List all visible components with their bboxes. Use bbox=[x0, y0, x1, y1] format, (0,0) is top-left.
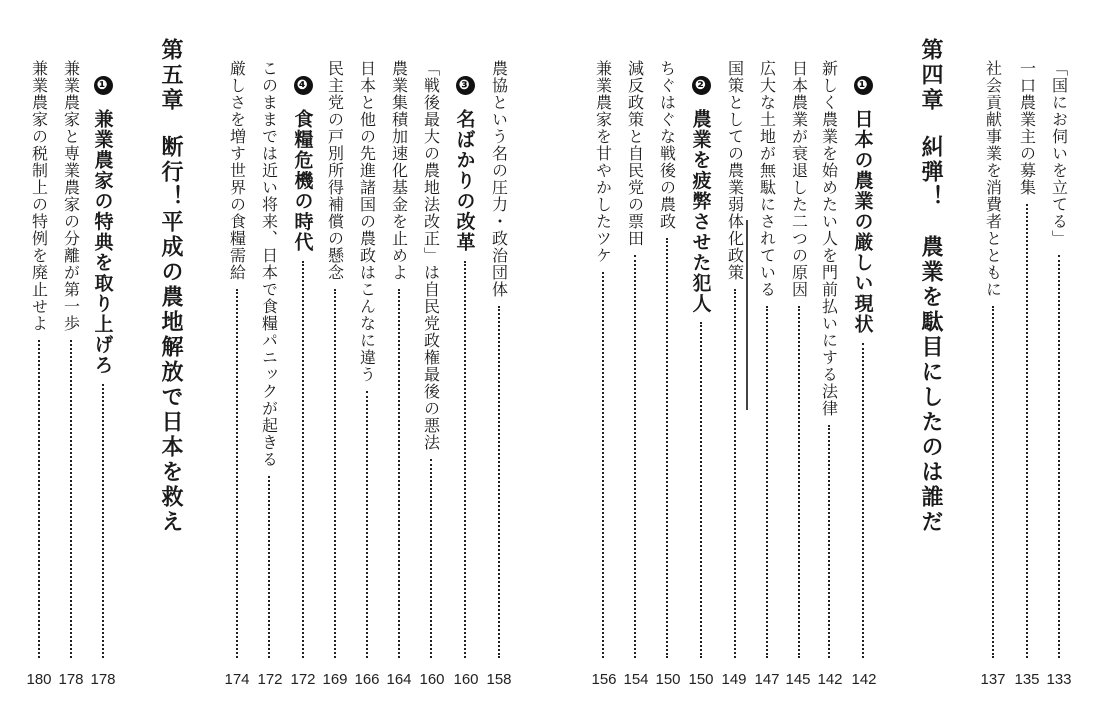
section-number-badge: ❶ bbox=[94, 76, 113, 95]
toc-section[interactable] bbox=[452, 76, 478, 660]
leader-dots bbox=[366, 391, 368, 658]
leader-dots bbox=[398, 289, 400, 658]
toc-section[interactable] bbox=[290, 76, 316, 660]
leader-dots bbox=[1026, 204, 1028, 658]
toc-entry[interactable] bbox=[754, 60, 780, 660]
entry-text: 一口農業主の募集 bbox=[1017, 60, 1037, 196]
toc-entry[interactable] bbox=[622, 60, 648, 660]
leader-dots bbox=[38, 340, 40, 658]
chapter-title: 糾弾！ 農業を駄目にしたのは誰だ bbox=[918, 135, 943, 535]
leader-dots bbox=[302, 261, 304, 659]
leader-dots bbox=[862, 343, 864, 659]
toc-entry[interactable] bbox=[26, 60, 52, 660]
toc-entry[interactable] bbox=[980, 60, 1006, 660]
chapter-title: 断行！平成の農地解放で日本を救え bbox=[158, 135, 183, 535]
page-number: 150 bbox=[655, 671, 681, 688]
page-number: 147 bbox=[754, 671, 780, 688]
toc-entry[interactable] bbox=[1014, 60, 1040, 660]
leader-dots bbox=[828, 425, 830, 658]
toc-entry[interactable] bbox=[386, 60, 412, 660]
leader-dots bbox=[1058, 255, 1060, 658]
toc-entry[interactable] bbox=[58, 60, 84, 660]
section-number-badge: ❶ bbox=[854, 76, 873, 95]
leader-dots bbox=[634, 255, 636, 658]
page-number: 174 bbox=[224, 671, 250, 688]
leader-dots bbox=[334, 289, 336, 658]
page-number: 135 bbox=[1014, 671, 1040, 688]
section-number-badge: ❸ bbox=[456, 76, 475, 95]
page-number: 166 bbox=[354, 671, 380, 688]
entry-text: 日本農業が衰退した二つの原因 bbox=[789, 60, 809, 298]
toc-entry[interactable] bbox=[322, 60, 348, 660]
page-number: 164 bbox=[386, 671, 412, 688]
toc-entry[interactable] bbox=[816, 60, 842, 660]
leader-dots bbox=[766, 306, 768, 658]
page-number: 133 bbox=[1046, 671, 1072, 688]
entry-text: 厳しさを増す世界の食糧需給 bbox=[227, 60, 247, 281]
page-number: 160 bbox=[453, 671, 479, 688]
leader-dots bbox=[268, 476, 270, 658]
section-number-badge: ❷ bbox=[692, 76, 711, 95]
entry-text: 社会貢献事業を消費者とともに bbox=[983, 60, 1003, 298]
toc-entry[interactable] bbox=[256, 60, 282, 660]
toc-section[interactable] bbox=[850, 76, 876, 660]
page-number: 158 bbox=[486, 671, 512, 688]
leader-dots bbox=[498, 306, 500, 658]
page-number: 142 bbox=[817, 671, 843, 688]
entry-text: 民主党の戸別所得補償の懸念 bbox=[325, 60, 345, 281]
toc-entry[interactable] bbox=[1046, 60, 1072, 660]
toc-entry[interactable] bbox=[786, 60, 812, 660]
toc-entry[interactable] bbox=[224, 60, 250, 660]
leader-dots bbox=[666, 238, 668, 658]
section-title: 名ばかりの改革 bbox=[453, 109, 476, 253]
page-number: 145 bbox=[785, 671, 811, 688]
page-number: 180 bbox=[26, 671, 52, 688]
entry-text: 農協という名の圧力・政治団体 bbox=[489, 60, 509, 298]
entry-text: 「国にお伺いを立てる」 bbox=[1049, 60, 1069, 247]
page-number: 169 bbox=[322, 671, 348, 688]
toc-entry[interactable] bbox=[722, 60, 748, 660]
toc-section[interactable] bbox=[90, 76, 116, 660]
page-number: 178 bbox=[58, 671, 84, 688]
page-number: 160 bbox=[419, 671, 445, 688]
entry-text: 兼業農家と専業農家の分離が第一歩 bbox=[61, 60, 81, 332]
toc-entry[interactable] bbox=[418, 60, 444, 660]
entry-text: 広大な土地が無駄にされている bbox=[757, 60, 777, 298]
leader-dots bbox=[70, 340, 72, 658]
page-number: 156 bbox=[591, 671, 617, 688]
leader-dots bbox=[236, 289, 238, 658]
entry-text: 日本と他の先進諸国の農政はこんなに違う bbox=[357, 60, 377, 383]
toc-entry[interactable] bbox=[654, 60, 680, 660]
page-number: 178 bbox=[90, 671, 116, 688]
leader-dots bbox=[602, 272, 604, 658]
page-number: 172 bbox=[290, 671, 316, 688]
toc-entry[interactable] bbox=[354, 60, 380, 660]
entry-text: 国策としての農業弱体化政策 bbox=[725, 60, 745, 281]
entry-text: 新しく農業を始めたい人を門前払いにする法律 bbox=[819, 60, 839, 417]
section-title: 農業を疲弊させた犯人 bbox=[689, 109, 712, 314]
page-number: 150 bbox=[688, 671, 714, 688]
section-number-badge: ❹ bbox=[294, 76, 313, 95]
entry-text: 兼業農家の税制上の特例を廃止せよ bbox=[29, 60, 49, 332]
entry-text: 減反政策と自民党の票田 bbox=[625, 60, 645, 247]
page-number: 149 bbox=[721, 671, 747, 688]
entry-text: 農業集積加速化基金を止めよ bbox=[389, 60, 409, 281]
chapter-heading bbox=[916, 38, 946, 535]
section-title: 兼業農家の特典を取り上げろ bbox=[91, 109, 114, 376]
entry-text: 「戦後最大の農地法改正」は自民党政権最後の悪法 bbox=[421, 60, 441, 451]
page-number: 142 bbox=[851, 671, 877, 688]
chapter-heading bbox=[156, 38, 186, 535]
chapter-number: 第五章 bbox=[158, 38, 183, 113]
toc-entry[interactable] bbox=[486, 60, 512, 660]
leader-dots bbox=[700, 322, 702, 658]
toc-section[interactable] bbox=[688, 76, 714, 660]
section-title: 食糧危機の時代 bbox=[291, 109, 314, 253]
leader-dots bbox=[798, 306, 800, 658]
toc-entry[interactable] bbox=[590, 60, 616, 660]
entry-text: 兼業農家を甘やかしたツケ bbox=[593, 60, 613, 264]
page-number: 154 bbox=[623, 671, 649, 688]
entry-text: ちぐはぐな戦後の農政 bbox=[657, 60, 677, 230]
section-title: 日本の農業の厳しい現状 bbox=[851, 109, 874, 335]
page-number: 172 bbox=[257, 671, 283, 688]
leader-dots bbox=[464, 261, 466, 659]
leader-dots bbox=[102, 384, 104, 659]
leader-dots bbox=[992, 306, 994, 658]
chapter-number: 第四章 bbox=[918, 38, 943, 113]
entry-text: このままでは近い将来、日本で食糧パニックが起きる bbox=[259, 60, 279, 468]
leader-dots bbox=[734, 289, 736, 658]
leader-dots bbox=[430, 459, 432, 658]
page-number: 137 bbox=[980, 671, 1006, 688]
